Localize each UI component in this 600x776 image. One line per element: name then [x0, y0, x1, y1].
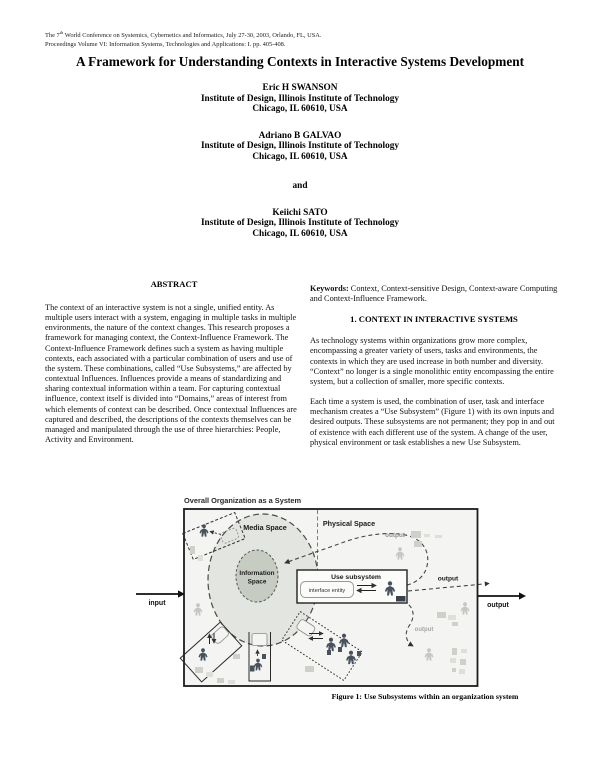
- output-right-label: output: [487, 602, 509, 609]
- conference-header: [45, 30, 321, 50]
- overall-organization-label: Overall Organization as a System: [184, 496, 302, 505]
- keywords-label: Keywords:: [310, 284, 349, 293]
- section-1-paragraph-1: As technology systems within organizations grow more complex, encompassing a greater variety of users, tasks and environments, the contexts in which they are used increase in both number and diversity. “Context” no longer is a single monolithic entity encompassing the entire system, but a collection of smaller, more specific contexts.: [310, 336, 554, 386]
- section-1-paragraph-2: Each time a system is used, the combination of user, task and interface mechanism creates a “Use Subsystem” (Figure 1) with its own inputs and desired outputs. These subsystems are not permanent; they pop in and out of existence with each different use of the system. A change of the user, physical environment or task establishes a new Use Subsystem.: [310, 397, 555, 447]
- author-2-affiliation: Institute of Design, Illinois Institute of Technology: [200, 141, 400, 151]
- interface-entity-label: interface entity: [308, 588, 346, 594]
- author-3-name: Keiichi SATO: [272, 207, 328, 218]
- input-label: input: [148, 600, 166, 607]
- author-3-city: Chicago, IL 60610, USA: [252, 228, 348, 239]
- abstract-heading: ABSTRACT: [150, 279, 198, 289]
- authors-separator: and: [292, 181, 308, 191]
- author-1-name: Eric H SWANSON: [262, 83, 338, 93]
- header-line1-sup: th: [59, 30, 64, 35]
- author-1-city: Chicago, IL 60610, USA: [252, 104, 348, 114]
- physical-space-label: Physical Space: [322, 519, 376, 528]
- output-bottom-label: output: [414, 627, 434, 633]
- author-2: [0, 131, 600, 163]
- output-mid-label: output: [437, 575, 459, 583]
- header-line1-pre: The 7: [45, 32, 60, 40]
- information-space-label-line2: Space: [247, 578, 267, 586]
- input-arrow: [136, 590, 185, 607]
- media-space-label: Media Space: [243, 523, 287, 532]
- device-square: [396, 596, 406, 602]
- author-1: [0, 83, 600, 115]
- author-3: [0, 208, 600, 240]
- conference-header-line1: [45, 30, 321, 40]
- figure-caption: Figure 1: Use Subsystems within an organization system: [331, 692, 519, 701]
- header-line1-post: World Conference on Systemics, Cybernetics and Informatics, July 27-30, 2003, Orlando, FL, USA.: [63, 32, 322, 40]
- author-2-city: Chicago, IL 60610, USA: [252, 151, 348, 162]
- paper-title: A Framework for Understanding Contexts in Interactive Systems Development: [75, 54, 525, 69]
- use-subsystem-label: Use subsystem: [331, 574, 381, 581]
- authors-block: [0, 83, 600, 239]
- left-column: [45, 279, 303, 445]
- author-1-affiliation: Institute of Design, Illinois Institute of Technology: [200, 93, 400, 104]
- author-2-name: Adriano B GALVAO: [258, 130, 342, 141]
- figure-1: [130, 487, 538, 691]
- figure-1-diagram: [130, 487, 538, 691]
- author-3-affiliation: Institute of Design, Illinois Institute of Technology: [200, 218, 400, 228]
- abstract-body: The context of an interactive system is not a single, unified entity. As multiple users interact with a system, engaging in multiple tasks in multiple environments, the nature of the context changes. This research proposes a framework for managing context, the Context-Influence Framework. The Context-Influence Framework defines such a system as having multiple contexts, each associated with a particular combination of users and use of the system. These combinations, called “Use Subsystems,” are affected by contextual Influences. Influences provide a means of standardizing and sharing contextual information within a team. For capturing contextual influence, context itself is divided into “Domains,” areas of interest from which elements of context can be described. Once contextual Influences are captured and described, the descriptions of the contexts themselves can be managed and manipulated through the use of three hierarchies: People, Activity and Environment.: [45, 303, 297, 445]
- section-1-heading: 1. CONTEXT IN INTERACTIVE SYSTEMS: [350, 314, 518, 325]
- conference-header-line2: Proceedings Volume VI: Information Systems, Technologies and Applications: I. pp. 405-408.: [45, 41, 286, 49]
- right-column: [310, 284, 558, 448]
- keywords-paragraph: [310, 284, 558, 304]
- information-space-label-line1: Information: [239, 570, 275, 577]
- keywords-text: Context, Context-sensitive Design, Context-aware Computing and Context-Influence Framework.: [310, 284, 558, 304]
- output-top-label: output: [385, 532, 405, 539]
- output-arrow: [478, 592, 527, 609]
